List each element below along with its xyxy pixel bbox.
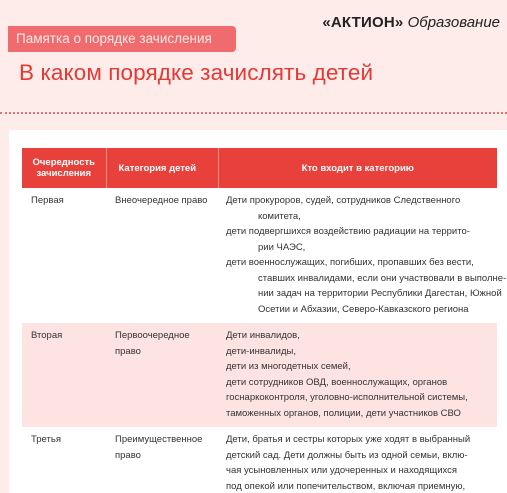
- table-header-row: [22, 148, 497, 188]
- description-line: рии ЧАЭС,: [258, 241, 306, 253]
- content-card: [9, 130, 507, 493]
- category-cell: Первоочередное право: [106, 323, 218, 427]
- order-cell: Первая: [22, 188, 106, 323]
- description-line: дети-инвалиды,: [226, 345, 296, 357]
- description-line: под опекой или попечительством, включая приемную,: [226, 480, 466, 492]
- table-row: [22, 188, 497, 323]
- category-cell: Внеочередное право: [106, 188, 218, 323]
- category-cell: Преимущественное право: [106, 427, 218, 493]
- dotted-divider: [0, 112, 507, 114]
- description-line: дети сотрудников ОВД, военнослужащих, органов: [226, 376, 448, 388]
- description-line: ставших инвалидами, если они участвовали в выполне-: [258, 272, 507, 284]
- brand-name: «АКТИОН»: [322, 14, 404, 31]
- description-line: комитета,: [258, 210, 301, 222]
- order-cell: Вторая: [22, 323, 106, 427]
- description-line: таможенных органов, полиции, дети участников СВО: [226, 407, 461, 419]
- description-line: чая усыновленных или удочеренных и находящихся: [226, 465, 458, 476]
- column-header-category: Категория детей: [106, 148, 218, 188]
- description-line: детский сад. Дети должны быть из одной семьи, вклю-: [226, 449, 468, 461]
- brand-logo: [322, 14, 500, 31]
- description-line: Дети прокуроров, судей, сотрудников Следственного: [226, 195, 461, 206]
- column-header-who: Кто входит в категорию: [218, 148, 497, 188]
- description-cell: [218, 427, 497, 493]
- description-line: Осетии и Абхазии, Северо-Кавказского региона: [258, 303, 469, 315]
- description-line: Дети инвалидов,: [226, 330, 300, 341]
- memo-label: Памятка о порядке зачисления: [8, 26, 236, 52]
- description-cell: [218, 323, 497, 427]
- description-line: дети военнослужащих, погибших, пропавших без вести,: [226, 257, 474, 268]
- description-line: Дети, братья и сестры которых уже ходят в выбранный: [226, 434, 471, 445]
- description-cell: [218, 188, 507, 323]
- column-header-order: Очередность зачисления: [22, 148, 106, 188]
- page-title: В каком порядке зачислять детей: [19, 60, 374, 85]
- brand-subtitle: Образование: [407, 14, 500, 31]
- description-line: госнаркоконтроля, уголовно-исполнительной системы,: [226, 392, 468, 403]
- order-cell: Третья: [22, 427, 106, 493]
- description-line: дети из многодетных семей,: [226, 361, 351, 372]
- table-row: [22, 427, 497, 493]
- enrollment-table: [22, 148, 507, 493]
- table-row: [22, 323, 497, 427]
- description-line: дети подвергшихся воздействию радиации на террито-: [226, 226, 470, 237]
- description-line: нии задач на территории Республики Дагестан, Южной: [258, 288, 502, 299]
